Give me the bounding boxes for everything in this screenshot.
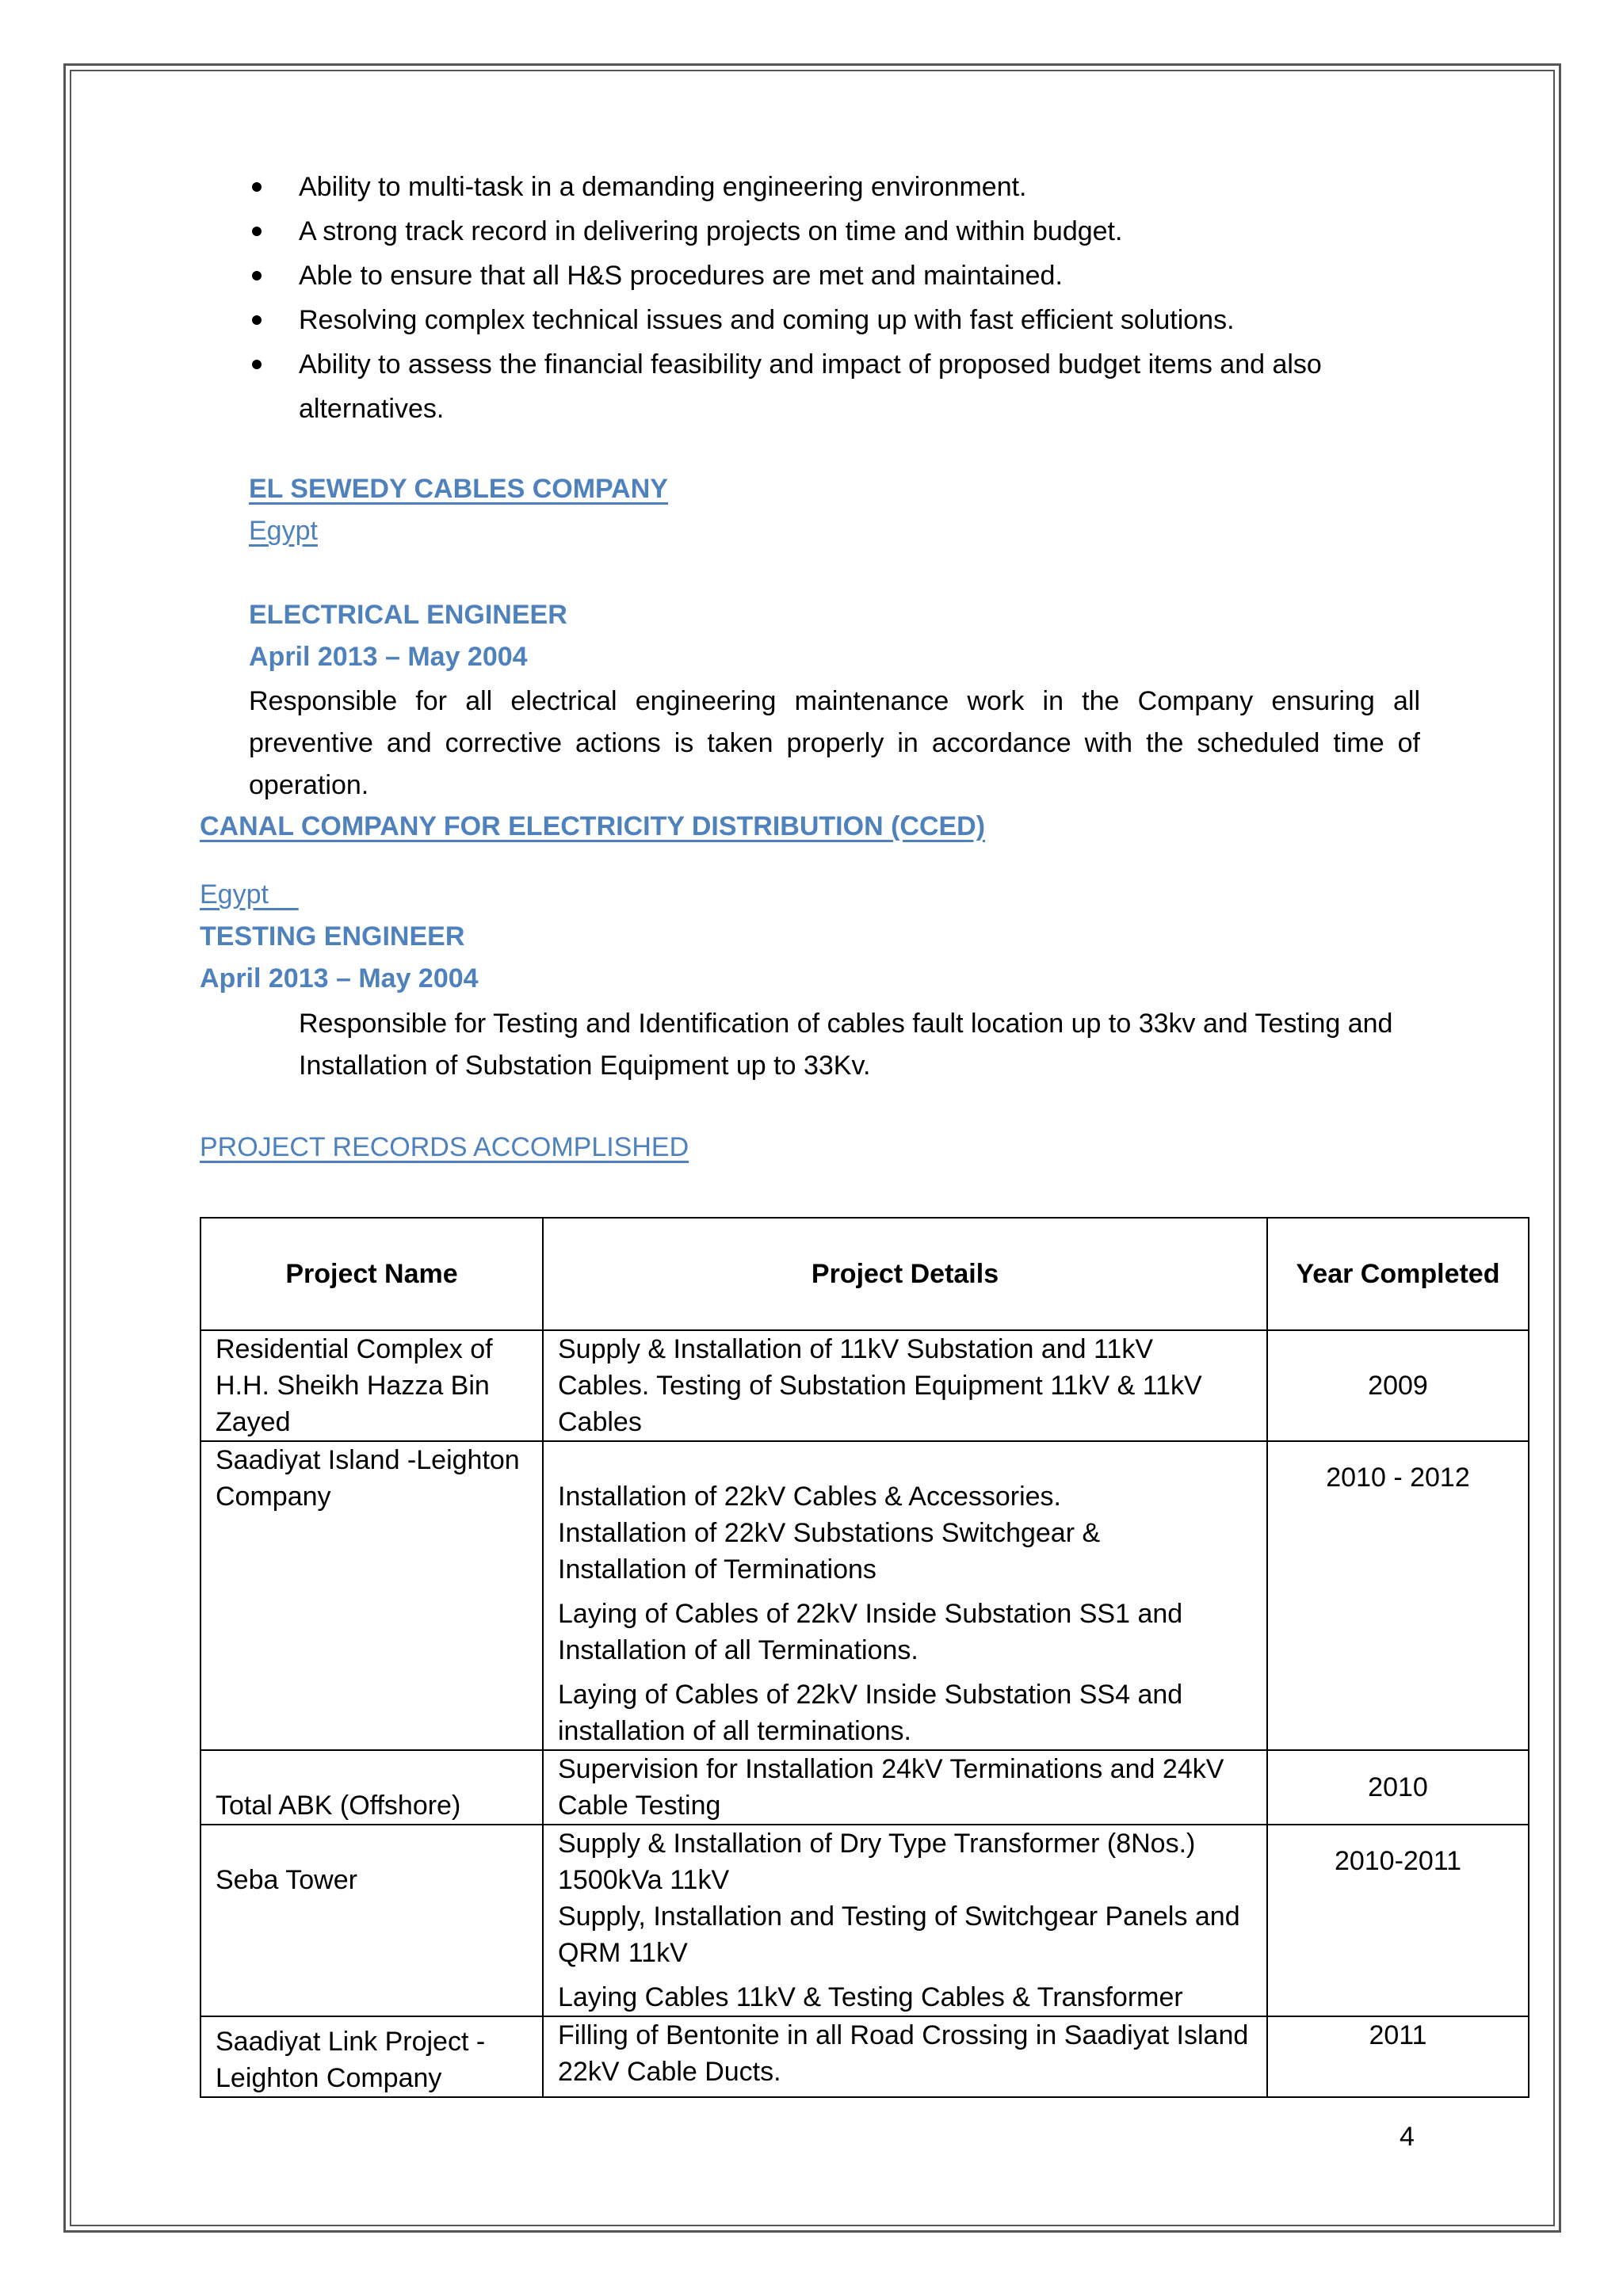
cell-line: Supply & Installation of Dry Type Transformer (8Nos.) [558, 1829, 1196, 1859]
list-item-text: Ability to multi-task in a demanding engineering environment. [299, 172, 1027, 202]
cell-line: Saadiyat Link Project - [216, 2027, 486, 2057]
year-cell: 2010 - 2012 [1267, 1441, 1529, 1750]
table-row [200, 1750, 1529, 1825]
cell-line: Cable Testing [558, 1791, 721, 1821]
project-name-cell [200, 1441, 543, 1750]
list-item-text: Resolving complex technical issues and coming up with fast efficient solutions. [299, 305, 1235, 335]
project-name-cell [200, 1330, 543, 1441]
project-name-cell [200, 1825, 543, 2016]
list-item [246, 298, 1434, 342]
skills-list [246, 165, 1434, 431]
bullet-icon [252, 315, 262, 325]
table-row [200, 1330, 1529, 1441]
cell-line: Laying of Cables of 22kV Inside Substation SS4 and [558, 1680, 1183, 1710]
job2-dates: April 2013 – May 2004 [200, 963, 479, 994]
table-header-row [200, 1218, 1529, 1330]
year-cell: 2009 [1267, 1330, 1529, 1441]
project-details-cell [543, 1441, 1267, 1750]
job1-dates: April 2013 – May 2004 [249, 642, 528, 672]
cell-line: Residential Complex of [216, 1334, 493, 1364]
year-cell: 2011 [1267, 2016, 1529, 2097]
year-cell: 2010-2011 [1267, 1825, 1529, 2016]
bullet-icon [252, 227, 262, 236]
table-row [200, 2016, 1529, 2097]
column-header-project-details: Project Details [543, 1218, 1267, 1330]
job1-description: Responsible for all electrical engineering maintenance work in the Company ensuring all preventive and corrective actions is taken properly in accordance with the scheduled time of operation. [249, 686, 1420, 800]
cell-line: Cables [558, 1407, 642, 1437]
job1-company: EL SEWEDY CABLES COMPANY [249, 474, 668, 504]
cell-line: QRM 11kV [558, 1938, 688, 1968]
project-records-heading: PROJECT RECORDS ACCOMPLISHED [200, 1132, 689, 1162]
project-details-cell [543, 1330, 1267, 1441]
project-name-cell [200, 2016, 543, 2097]
list-item [246, 165, 1434, 209]
list-item [246, 342, 1434, 431]
cell-line: Supply & Installation of 11kV Substation and 11kV [558, 1334, 1154, 1364]
job2-description: Responsible for Testing and Identification of cables fault location up to 33kv and Testing and Installation of Substation Equipment up to 33Kv. [299, 1009, 1393, 1081]
list-item [246, 209, 1434, 254]
cell-line: Laying of Cables of 22kV Inside Substation SS1 and [558, 1599, 1183, 1629]
cell-line: Supervision for Installation 24kV Terminations and 24kV [558, 1754, 1224, 1784]
job2-title: TESTING ENGINEER [200, 921, 465, 952]
cell-line: Total ABK (Offshore) [216, 1791, 461, 1821]
job1-location: Egypt [249, 516, 318, 546]
cell-line: 1500kVa 11kV [558, 1865, 730, 1895]
cell-line: Laying Cables 11kV & Testing Cables & Transformer [558, 1982, 1183, 2012]
project-name-cell [200, 1750, 543, 1825]
page-number: 4 [1400, 2122, 1415, 2152]
list-item-text: Ability to assess the financial feasibility and impact of proposed budget items and also alternatives. [299, 349, 1322, 424]
table-row [200, 1825, 1529, 2016]
job1-title: ELECTRICAL ENGINEER [249, 600, 567, 630]
bullet-icon [252, 271, 262, 280]
project-details-cell [543, 1825, 1267, 2016]
cell-line: 22kV Cable Ducts. [558, 2057, 781, 2087]
cell-line: Installation of 22kV Substations Switchgear & [558, 1518, 1101, 1548]
cell-line: Installation of 22kV Cables & Accessories. [558, 1482, 1061, 1512]
column-header-year-completed: Year Completed [1267, 1218, 1529, 1330]
job2-location: Egypt [200, 879, 299, 910]
list-item [246, 254, 1434, 298]
bullet-icon [252, 360, 262, 369]
cell-line: Seba Tower [216, 1865, 357, 1895]
cell-line: Zayed [216, 1407, 291, 1437]
cell-line: Cables. Testing of Substation Equipment 11kV & 11kV [558, 1371, 1202, 1401]
cell-line: Leighton Company [216, 2063, 442, 2093]
bullet-icon [252, 182, 262, 192]
cell-line: Installation of Terminations [558, 1554, 876, 1585]
cell-line: installation of all terminations. [558, 1716, 912, 1746]
cell-line: Supply, Installation and Testing of Switchgear Panels and [558, 1901, 1240, 1932]
cell-line: H.H. Sheikh Hazza Bin [216, 1371, 490, 1401]
project-details-cell [543, 2016, 1267, 2097]
cell-line: Installation of all Terminations. [558, 1635, 918, 1665]
cell-line: Company [216, 1482, 331, 1512]
job2-company: CANAL COMPANY FOR ELECTRICITY DISTRIBUTION (CCED) [200, 811, 986, 841]
year-cell: 2010 [1267, 1750, 1529, 1825]
column-header-project-name: Project Name [200, 1218, 543, 1330]
cell-line: Filling of Bentonite in all Road Crossing in Saadiyat Island [558, 2020, 1249, 2050]
table-row [200, 1441, 1529, 1750]
cell-line: Saadiyat Island -Leighton [216, 1445, 520, 1475]
list-item-text: Able to ensure that all H&S procedures are met and maintained. [299, 261, 1063, 291]
project-records-table [200, 1217, 1529, 2098]
list-item-text: A strong track record in delivering projects on time and within budget. [299, 216, 1123, 246]
project-details-cell [543, 1750, 1267, 1825]
